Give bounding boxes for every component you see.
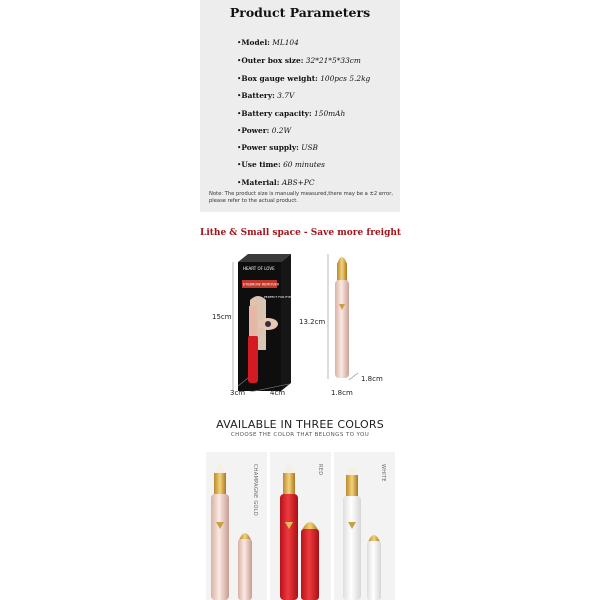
param-row: •Use time: 60 minutes bbox=[237, 160, 325, 169]
box-depth-label: 3cm bbox=[230, 389, 246, 397]
param-value: 60 minutes bbox=[283, 160, 325, 169]
color-label: RED bbox=[317, 464, 323, 476]
box-height-label: 15cm bbox=[212, 313, 232, 321]
parameters-title: Product Parameters bbox=[229, 5, 371, 20]
color-option-white[interactable] bbox=[334, 452, 395, 600]
pen-height-label: 13.2cm bbox=[299, 318, 326, 326]
param-row: •Outer box size: 32*21*5*33cm bbox=[237, 56, 361, 65]
param-row: •Box gauge weight: 100pcs 5.2kg bbox=[237, 74, 371, 83]
box-width-label: 4cm bbox=[270, 389, 286, 397]
param-value: 0.2W bbox=[271, 126, 292, 135]
param-key: Use time: bbox=[241, 160, 281, 169]
param-row: •Material: ABS+PC bbox=[237, 178, 315, 187]
param-key: Battery: bbox=[241, 91, 275, 100]
pen-diameter-line bbox=[349, 373, 358, 380]
pen-diameter-side-label: 1.8cm bbox=[361, 375, 383, 383]
param-row: •Power: 0.2W bbox=[237, 126, 292, 135]
param-row: •Battery capacity: 150mAh bbox=[237, 109, 346, 118]
color-label: WHITE bbox=[380, 464, 386, 482]
param-row: •Model: ML104 bbox=[237, 38, 299, 47]
param-key: Model: bbox=[241, 38, 270, 47]
color-option-champagne-gold[interactable] bbox=[206, 452, 267, 600]
param-key: Battery capacity: bbox=[241, 109, 312, 118]
param-key: Material: bbox=[241, 178, 280, 187]
size-illustration bbox=[200, 240, 400, 412]
param-value: 32*21*5*33cm bbox=[305, 56, 361, 65]
box-copy-text: PERFECT FOR EYEBROW bbox=[264, 295, 301, 299]
size-title: Lithe & Small space - Save more freight bbox=[200, 228, 402, 238]
param-value: ABS+PC bbox=[281, 178, 315, 187]
param-value: USB bbox=[301, 143, 318, 152]
param-key: Power supply: bbox=[241, 143, 299, 152]
param-key: Box gauge weight: bbox=[241, 74, 318, 83]
pen-gold bbox=[335, 257, 349, 378]
pen-diameter-bottom-label: 1.8cm bbox=[331, 389, 353, 397]
param-row: •Battery: 3.7V bbox=[237, 91, 295, 100]
measurement-note: Note: The product size is manually measured,there may be a ±2 error, please refer to the actual product. bbox=[209, 191, 394, 204]
param-key: Outer box size: bbox=[241, 56, 304, 65]
product-box bbox=[238, 254, 291, 391]
color-label: CHAMPAGNE GOLD bbox=[252, 464, 258, 517]
param-value: 150mAh bbox=[314, 109, 346, 118]
param-value: 3.7V bbox=[277, 91, 295, 100]
color-option-red[interactable] bbox=[270, 452, 331, 600]
param-value: ML104 bbox=[272, 38, 299, 47]
box-brand-text: HEART OF LOVE bbox=[243, 266, 275, 271]
box-subtitle-text: EYEBROW REMOVER bbox=[243, 282, 280, 287]
colors-title: AVAILABLE IN THREE COLORS bbox=[216, 418, 384, 431]
colors-subtitle: CHOOSE THE COLOR THAT BELONGS TO YOU bbox=[230, 432, 370, 438]
param-value: 100pcs 5.2kg bbox=[320, 74, 371, 83]
param-row: •Power supply: USB bbox=[237, 143, 318, 152]
product-parameters-panel bbox=[200, 0, 400, 212]
param-key: Power: bbox=[241, 126, 270, 135]
